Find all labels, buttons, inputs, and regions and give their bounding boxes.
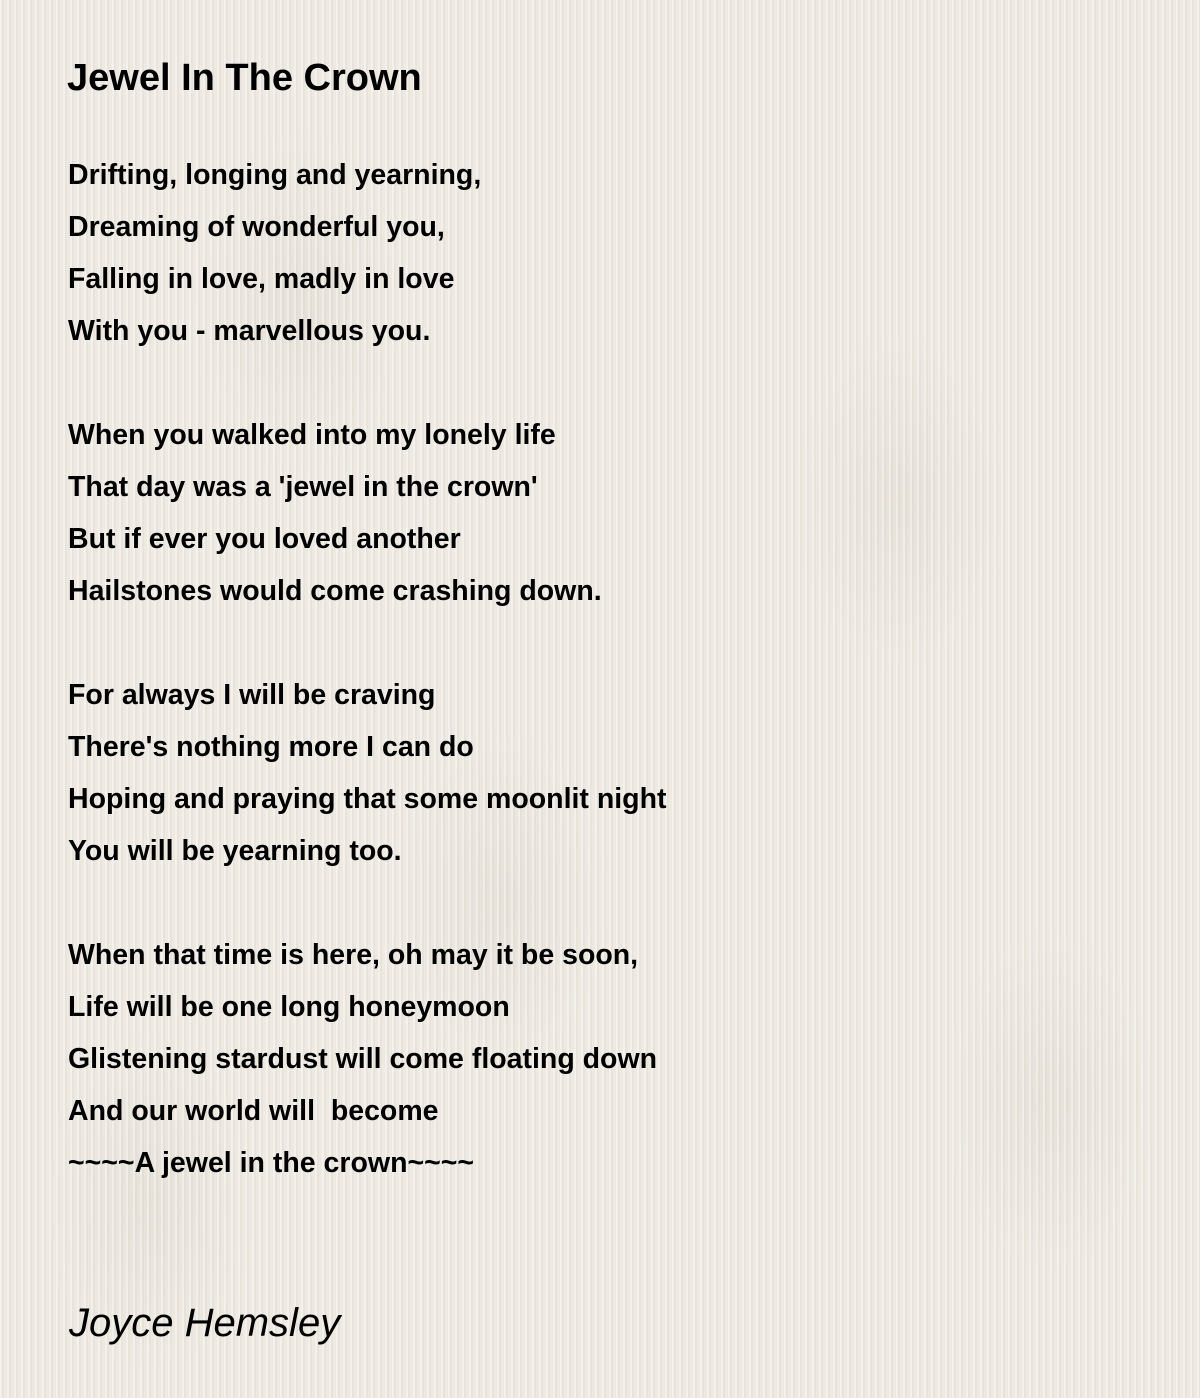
poem-line: For always I will be craving (68, 679, 436, 711)
poem-line: There's nothing more I can do (68, 731, 474, 763)
poem-line: Glistening stardust will come floating down (68, 1043, 658, 1075)
poem-line: Falling in love, madly in love (68, 263, 455, 295)
poem-line: You will be yearning too. (68, 835, 402, 867)
poem-line: Hailstones would come crashing down. (68, 575, 602, 607)
poem-line: ~~~~A jewel in the crown~~~~ (68, 1147, 475, 1179)
poem-line: Hoping and praying that some moonlit night (68, 783, 667, 815)
stanza (68, 669, 666, 877)
stanza (68, 409, 666, 617)
poem-line: Dreaming of wonderful you, (68, 211, 445, 243)
poem-line: When you walked into my lonely life (68, 419, 556, 451)
poem-line: Life will be one long honeymoon (68, 991, 510, 1023)
poem-line: And our world will become (68, 1095, 439, 1127)
poem-line: When that time is here, oh may it be soon, (68, 939, 639, 971)
poem-title: Jewel In The Crown (67, 57, 422, 99)
stanza (68, 149, 666, 357)
poem-line: With you - marvellous you. (68, 315, 431, 347)
poem-line: Drifting, longing and yearning, (68, 159, 482, 191)
poem-line: That day was a 'jewel in the crown' (68, 471, 538, 503)
poem-author: Joyce Hemsley (69, 1301, 341, 1345)
poem-body (68, 149, 666, 1241)
stanza (68, 929, 666, 1189)
poem-line: But if ever you loved another (68, 523, 461, 555)
